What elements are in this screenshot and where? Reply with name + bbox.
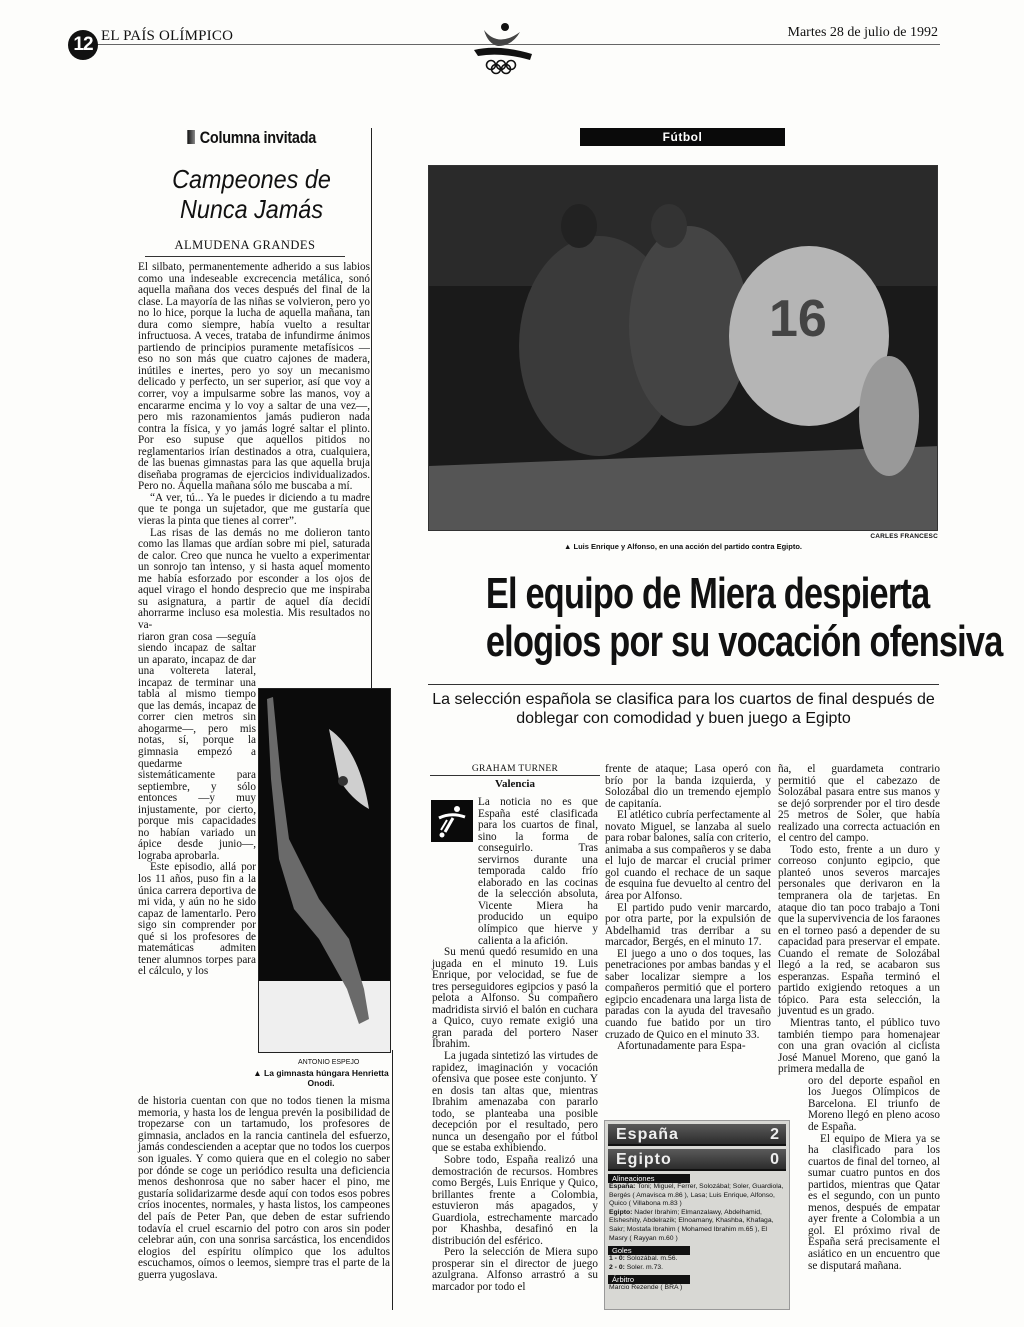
gymnast-photo — [258, 688, 391, 1053]
team-score: 2 — [770, 1126, 780, 1143]
football-players-image-icon — [429, 166, 938, 531]
section-label: Fútbol — [580, 128, 785, 146]
article-column-3: ña, el guardameta contrario permitió que el cabezazo de Solozábal pasara entre sus manos y se dejó sorprender por el tiro desde 25 metros de Soler, que había realizado una correcta actuación en el centro del campo. Todo esto, frente a un duro y correoso conjunto egipcio, que planteó unos severos marcajes personales que derivaron en la tempranera ola de tarjetas. En ataque dio tan poco trabajo a Toni que la supervivencia de los faraones en el torneo pasó a depender de su capacidad para preservar el empate. Cuando el remate de Solozábal llegó a la red, se acabaron sus esperanzas. España terminó el partido exigiendo retoques a un tópico. Para esta selección, la juventud es un grado. Mientras tanto, el público tuvo también tiempo para homenajear con una gran ovación al ciclista José Manuel Moreno, que ganó la primera medalla de oro del deporte español en los Juegos Olímpicos de Barcelona. El triunfo de Moreno llegó en pleno acoso de España. El equipo de Miera ya se ha clasificado para los cuartos de final del torneo, al sumar cuatro puntos en dos partidos, mientras que Qatar es el segundo, con un punto menos, después de empatar ayer frente a Colombia a un gol. El próximo rival de España será precisamente el asiático en un encuentro que se disputará mañana. — [778, 763, 940, 1272]
column-author: ALMUDENA GRANDES — [145, 238, 345, 257]
goal-2: 2 - 0: Soler. m.73. — [609, 1263, 664, 1271]
article-dateline: Valencia — [495, 778, 535, 790]
column-title: Campeones de Nunca Jamás — [172, 164, 331, 224]
guest-column-header — [135, 128, 388, 257]
football-photo-caption: ▲ Luis Enrique y Alfonso, en una acción del partido contra Egipto. — [563, 542, 802, 551]
column-kicker: Columna invitada — [135, 128, 367, 148]
svg-text:16: 16 — [769, 290, 827, 348]
article-column-3-tail: oro del deporte español en los Juegos Olímpicos de Barcelona. El triunfo de Moreno llegó en pleno acoso de España. El equipo de Miera ya se ha clasificado para los cuartos de final del torneo, al sumar cuatro puntos en dos partidos, mientras que Qatar es el segundo, con un punto menos, después de empatar ayer frente a Colombia a un gol. El próximo rival de España será precisamente el asiático en un encuentro que se disputará mañana. — [808, 1074, 940, 1272]
article-column-1: La noticia no es que España esté clasificada para los cuartos de final, sino la forma de conseguirlo. Tras servirnos durante una temporada caldo frío elaborado en las cocinas de la selección absoluta, Vicente Miera ha producido un equipo olímpico que hierve y calienta a la afición. Su menú quedó resumido en una jugada en el minuto 19. Luis Enrique, por velocidad, se fue de tres perseguidores egipcios y pasó la pelota a Alfonso. Su compañero madridista sirvió el balón en cuchara a Quico, cuyo remate exigió una gran parada del portero Naser Ibrahim. La jugada sintetizó las virtudes de rapidez, imaginación y vocación ofensiva que posee este conjunto. Y en dosis tan altas que, mientras Ibrahim amenazaba con pararlo todo, se planteaba una posible decepción por el resultado, pero nunca un desengaño por el fútbol que se estaba exhibiendo. Sobre todo, España realizó una demostración de recursos. Hombres como Bergés, Luis Enrique y Quico, brillantes frente a Colombia, estuvieron más apagados, y Guardiola, estrechamente marcado por Khashba, desafinó en la distribución del esférico. Pero la selección de Miera supo prosperar sin el director de juego azulgrana. Alfonso arrastró a su marcador por todo el — [432, 796, 598, 1293]
article-column-2: frente de ataque; Lasa operó con brío por la banda izquierda, y Solozábal dio un tremendo ejemplo de capitanía. El atlético cubría perfectamente al novato Miguel, se lanzaba al suelo para robar balones, salía con criterio, animaba a sus compañeros y se daba el lujo de marcar el crucial primer gol cuando el rechace de un saque de esquina fue devuelto al centro del área por Alfonso. El partido pudo venir marcardo, por otra parte, por la expulsión de Abdelhamid tras derribar a su marcador, Bergés, en el minuto 17. El juego a uno o dos toques, las penetraciones por ambas bandas y el saber localizar siempre a los compañeros permitió que el portero egipcio encadenara una larga lista de paradas con la ayuda del travesaño cuando fue batido por un tiro cruzado de Quico en el minuto 33. Afortunadamente para Espa- — [605, 763, 771, 1053]
kicker-square-icon — [187, 130, 195, 144]
football-photo-credit: CARLES FRANCESC — [870, 533, 938, 540]
gymnast-silhouette-icon — [259, 689, 391, 1053]
publication-date: Martes 28 de julio de 1992 — [787, 25, 938, 40]
column-body-bottom: de historia cuentan con que no todos tienen la misma memoria, y hasta los de lengua prevén la posibilidad de tropezarse con un tartamudo, los profesores de gimnasia, anclados en la rancia cantinela del esfuerzo, jamás condescienden a aceptar que no todos los cuerpos son iguales. Y como quiera que en el colegio no saber por dónde se coge un periódico resulta una deficiencia menos deshonrosa que no saber hacer el pino, me gustaría solidarizarme desde aquí con todos esos pobres críos inocentes, normales, y hasta listos, los campeones del país de Peter Pan, que deben de estar sufriendo todavía el cruel escarnio del potro con aros sin poder celebrar aún, con una sonrisa sarcástica, los encendidos elogios del espíritu olímpico que los adultos escuchamos, oímos o leemos, siempre tras el parte de la guerra yugoslava. — [138, 1095, 390, 1281]
column-body: El silbato, permanentemente adherido a sus labios como una indeseable excrecencia metálica, sonó aquella mañana dos veces después del final de la clase. La mayoría de las niñas se volvieron, pero yo no lo hice, porque la lucha de aquella mañana, tan dura como siempre, había vuelto a resultar infructuosa. A veces, trataba de infundirme ánimos partiendo de principios puramente metafísicos —eso no son más que cuatro cajones de madera, inútiles e inertes, pero yo soy un mecanismo delicado y perfecto, un ser superior, así que voy a correr, voy a impulsarme sobre las manos, voy a encararme encima y lo voy a saltar de una vez—, pero mis razonamientos jamás pudieron nada contra la física, y yo jamás logré saltar el plinto. Por eso supuse que aquellos pitidos no reglamentarios irían destinados a otra, cualquiera, de las buenas gimnastas para las que aquella bruja diseñaba programas de ejercicios individualizados. Pero no. Aquella mañana sólo me buscaba a mí. “A ver, tú... Ya le puedes ir diciendo a tu madre que te ponga un sujetador, que me gustaría que vieras la pinta que tienes al correr”. Las risas de las demás no me dolieron tanto como las llamas que ardían sobre mi piel, saturada de calor. Creo que nunca he vuelto a experimentar un sonrojo tan intenso, y si hasta aquel momento me había esforzado por esconder a los ojos de aquel virago el hondo desprecio que me inspiraba su asignatura, a partir de aquel día decidí ahorrarme incluso esa molestia. Mis resultados no va- riaron gran cosa —seguía siendo incapaz de saltar un aparato, incapaz de dar una voltereta lateral, incapaz de terminar una tabla al mismo tiempo que las demás, incapaz de correr cien metros sin ahogarme—, pero mis notas, sí, porque la gimnasia empezó a quedarme sistemáticamente para septiembre, y sólo entonces —y muy injustamente, por cierto, porque mis capacidades no habían variado un ápice desde junio—, lograba aprobarla. Este episodio, allá por los 11 años, puso fin a la única carrera deportiva de mi vida, y aún no he sido capaz de lamentarlo. Pero sigo sin comprender por qué si los profesores de matemáticas admiten tener alumnos torpes para el cálculo, y los — [138, 261, 370, 978]
team-score: 0 — [770, 1151, 780, 1168]
article-subhead: La selección española se clasifica para los cuartos de final después de doblegar con comodidad y buen juego a Egipto — [432, 691, 935, 727]
lineup-egypt: Egipto: Nader Ibrahim; Elmanzalawy, Abdelhamid, Elsheshity, Abdelrazik; Elnoamany, Khashba, Khafaga, Sakr; Mostafa Ibrahim ( Mohamed Ibrahim m.65 ), El Masry ( Rayyan m.60 ) — [609, 1208, 774, 1242]
gymnast-photo-credit: ANTONIO ESPEJO — [298, 1059, 360, 1066]
team-row-spain: España 2 — [608, 1124, 786, 1146]
goal-1: 1 - 0: Solozábal. m.56. — [609, 1255, 678, 1263]
page-number-badge: 12 — [68, 30, 98, 60]
referee-label: Árbitro — [608, 1275, 690, 1284]
article-headline: El equipo de Miera despierta elogios por su vocación ofensiva — [485, 569, 1003, 666]
football-photo — [428, 165, 938, 531]
gymnast-photo-caption: ▲ La gimnasta húngara Henrietta Onodi. — [253, 1068, 389, 1088]
headline-rule — [428, 684, 939, 685]
lineup-spain: España: Toni; Miguel, Ferrer, Solozábal; Soler, Guardiola, Bergés ( Amavisca m.86 ), Lasa; Luis Enrique, Alfonso, Quico ( Villabona m.83 ) — [609, 1183, 784, 1208]
column-divider — [371, 128, 372, 688]
team-row-egypt: Egipto 0 — [608, 1149, 786, 1171]
match-scoreboard — [604, 1120, 790, 1310]
lineups-label: Alineaciones — [608, 1174, 690, 1183]
column-narrow-text-2: Este episodio, allá por los 11 años, puso fin a la única carrera deportiva de mi vida, y aún no he sido capaz de lamentarlo. Pero sigo sin comprender por qué si los profesores de matemáticas admiten tener alumnos torpes para el cálculo, y los — [138, 861, 256, 978]
column-divider-lower — [392, 1050, 393, 1310]
referee-name: Marcio Rezende ( BRA ) — [609, 1284, 683, 1292]
publication-name: EL PAÍS OLÍMPICO — [101, 28, 234, 44]
goals-label: Goles — [608, 1246, 690, 1255]
article-author: GRAHAM TURNER — [430, 764, 600, 776]
barcelona-olympic-logo-icon — [468, 22, 538, 78]
column-narrow-text: riaron gran cosa —seguía siendo incapaz de saltar un aparato, incapaz de dar una voltereta lateral, incapaz de terminar una tabla al mismo tiempo que las demás, incapaz de correr cien metros sin ahogarme—, pero mis notas, sí, porque la gimnasia empezó a quedarme sistemáticamente para septiembre, y sólo entonces —y muy injustamente, por cierto, porque mis capacidades no habían variado un ápice desde junio—, lograba aprobarla. — [138, 630, 256, 862]
